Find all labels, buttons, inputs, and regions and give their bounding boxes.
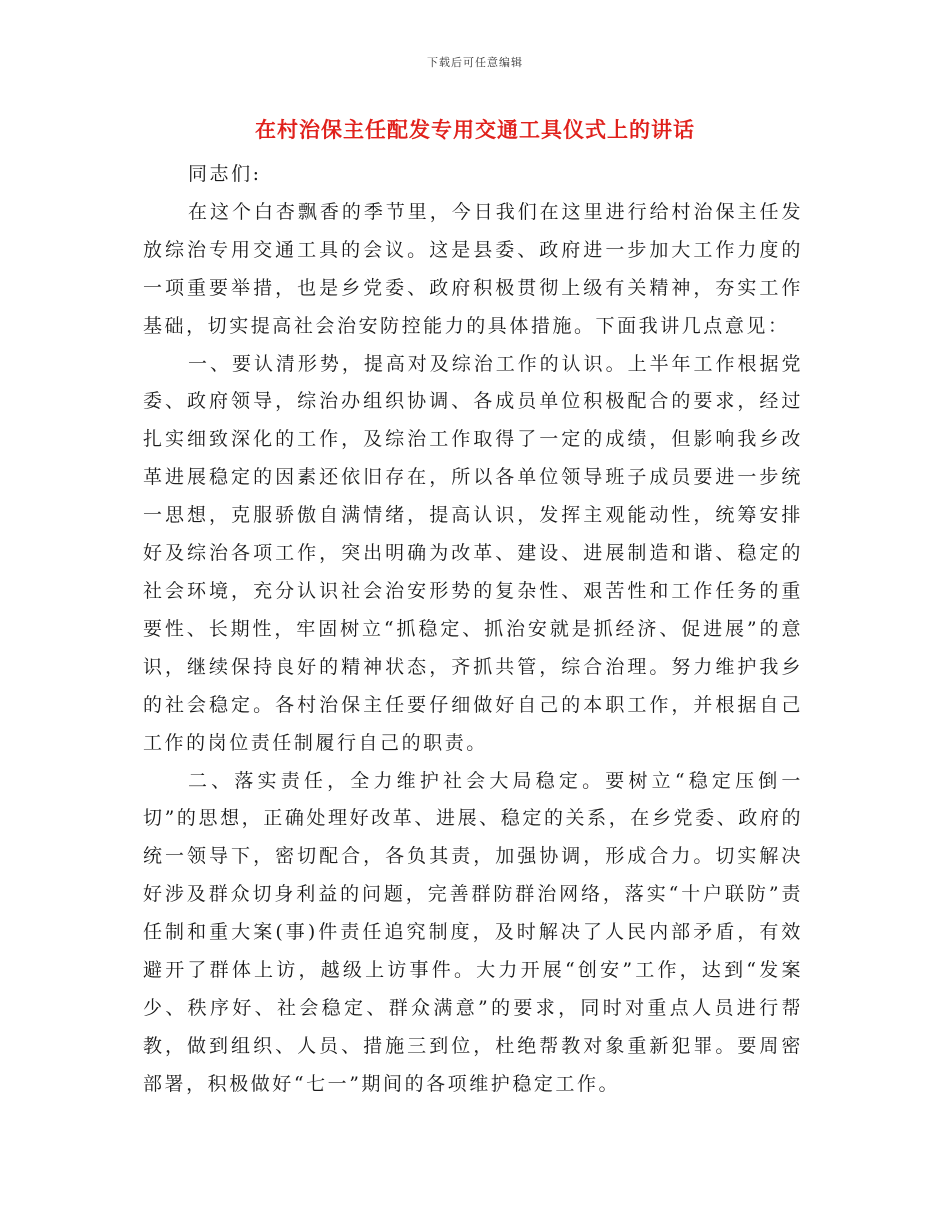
document-title: 在村治保主任配发专用交通工具仪式上的讲话 [255, 117, 695, 142]
paragraph-intro: 在这个白杏飘香的季节里，今日我们在这里进行给村治保主任发放综治专用交通工具的会议。这是县委、政府进一步加大工作力度的一项重要举措，也是乡党委、政府积极贯彻上级有关精神，夯实工作基础，切实提高社会治安防控能力的具体措施。下面我讲几点意见： [143, 200, 803, 337]
document-body [143, 156, 803, 1104]
paragraph-section-2: 二、落实责任，全力维护社会大局稳定。要树立“稳定压倒一切”的思想，正确处理好改革、进展、稳定的关系，在乡党委、政府的统一领导下，密切配合，各负其责，加强协调，形成合力。切实解决好涉及群众切身利益的问题，完善群防群治网络，落实“十户联防”责任制和重大案(事)件责任追究制度，及时解决了人民内部矛盾，有效避开了群体上访，越级上访事件。大力开展“创安”工作，达到“发案少、秩序好、社会稳定、群众满意”的要求，同时对重点人员进行帮教，做到组织、人员、措施三到位，杜绝帮教对象重新犯罪。要周密部署，积极做好“七一”期间的各项维护稳定工作。 [143, 769, 803, 1095]
paragraph-section-1: 一、要认清形势，提高对及综治工作的认识。上半年工作根据党委、政府领导，综治办组织协调、各成员单位积极配合的要求，经过扎实细致深化的工作，及综治工作取得了一定的成绩，但影响我乡改革进展稳定的因素还依旧存在，所以各单位领导班子成员要进一步统一思想，克服骄傲自满情绪，提高认识，发挥主观能动性，统筹安排好及综治各项工作，突出明确为改革、建设、进展制造和谐、稳定的社会环境，充分认识社会治安形势的复杂性、艰苦性和工作任务的重要性、长期性，牢固树立“抓稳定、抓治安就是抓经济、促进展”的意识，继续保持良好的精神状态，齐抓共管，综合治理。努力维护我乡的社会稳定。各村治保主任要仔细做好自己的本职工作，并根据自己工作的岗位责任制履行自己的职责。 [143, 352, 803, 754]
salutation: 同志们: [188, 163, 262, 185]
page-header-note: 下载后可任意编辑 [427, 56, 523, 69]
